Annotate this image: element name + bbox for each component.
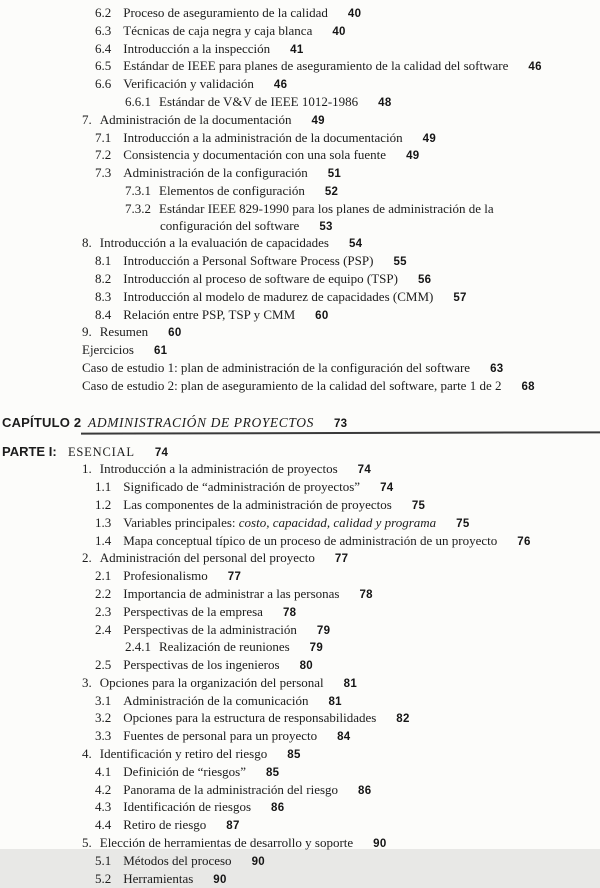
toc-entry-title: Técnicas de caja negra y caja blanca	[123, 22, 313, 38]
toc-entry-number: 6.4	[95, 40, 112, 56]
toc-entry-number: 7.1	[95, 129, 112, 145]
toc-entry-page: 40	[347, 8, 362, 20]
toc-entry	[0, 218, 600, 236]
toc-entry-page: 84	[337, 731, 351, 744]
toc-entry	[0, 112, 600, 130]
toc-entry	[0, 782, 600, 800]
toc-entry	[0, 622, 600, 640]
toc-entry-page: 41	[290, 43, 304, 56]
toc-entry-number: 6.6	[95, 76, 112, 92]
toc-entry	[0, 289, 600, 307]
toc-entry-page: 87	[226, 820, 240, 833]
toc-entry	[0, 342, 600, 360]
toc-entry-number: 5.1	[95, 852, 112, 868]
toc-entry	[0, 639, 600, 657]
toc-entry	[0, 533, 600, 551]
toc-entry	[0, 817, 600, 835]
toc-entry-page: 75	[411, 499, 426, 512]
toc-entry	[0, 835, 600, 853]
toc-entry-page: 90	[213, 873, 227, 886]
toc-entry-number: 7.	[82, 111, 92, 127]
toc-entry-number: 3.3	[95, 728, 112, 744]
toc-entry-page: 77	[334, 553, 349, 566]
part-label: PARTE I:	[2, 443, 57, 459]
toc-entry-page: 61	[153, 345, 168, 358]
toc-entry-title: Identificación y retiro del riesgo	[99, 746, 268, 762]
toc-entry	[0, 764, 600, 782]
toc-entry	[0, 871, 600, 888]
chapter-underline-rule	[81, 431, 600, 434]
toc-entry-number: 1.	[82, 461, 92, 477]
toc-entry-number: 2.1	[95, 568, 112, 584]
toc-entry-number: 9.	[82, 324, 92, 340]
toc-entry	[0, 23, 600, 41]
toc-entry-title: Fuentes de personal para un proyecto	[123, 728, 318, 744]
toc-entry-title: configuración del software	[160, 217, 300, 233]
toc-entry-page: 53	[319, 220, 333, 233]
toc-entry-number: 6.6.1	[125, 93, 151, 109]
toc-entry-title: Mapa conceptual típico de un proceso de administración de un proyecto	[123, 532, 498, 548]
toc-entry	[0, 147, 600, 165]
toc-entry-page: 81	[328, 695, 342, 708]
toc-entry-title: Introducción a la inspección	[123, 40, 271, 56]
toc-entry-page: 51	[327, 168, 342, 181]
toc-entry-number: 2.4	[95, 621, 112, 637]
toc-entry	[0, 746, 600, 764]
toc-entry-number: 3.2	[95, 710, 112, 726]
toc-entry	[0, 586, 600, 604]
toc-entry-title: Administración del personal del proyecto	[99, 550, 315, 566]
toc-entry-page: 85	[287, 749, 301, 762]
toc-entry-number: 4.	[82, 746, 92, 762]
toc-entry-number: 2.	[82, 550, 92, 566]
toc-entry-title: Elementos de configuración	[159, 182, 305, 198]
toc-entry-page: 80	[299, 660, 313, 673]
toc-entry-number: 3.	[82, 674, 92, 690]
toc-entry-number: 3.1	[95, 692, 112, 708]
toc-entry-title: Introducción a la administración de la documentación	[123, 129, 403, 145]
toc-entry-number: 7.3	[95, 165, 112, 181]
toc-entry	[0, 378, 600, 396]
toc-entry-number: 5.	[82, 835, 92, 851]
toc-entry-number: 2.5	[95, 657, 112, 673]
toc-entry-page: 55	[393, 256, 407, 269]
toc-entry-title: Perspectivas de la empresa	[123, 603, 263, 619]
toc-entry-title: Profesionalismo	[123, 568, 208, 584]
part-heading	[0, 444, 600, 462]
toc-entry-page: 49	[311, 114, 325, 127]
toc-entry-title: Verificación y validación	[123, 76, 254, 92]
toc-entry-number: 7.3.2	[125, 200, 151, 216]
toc-entry-number: 7.2	[95, 147, 112, 163]
toc-entry-title: Perspectivas de la administración	[123, 621, 297, 637]
toc-entry	[0, 515, 600, 533]
toc-entry	[0, 41, 600, 59]
toc-entry	[0, 271, 600, 289]
toc-entry-number: 6.2	[95, 5, 112, 20]
toc-chapter2-section	[0, 461, 600, 888]
toc-entry-title: Significado de “administración de proyectos”	[123, 479, 361, 495]
toc-entry-number: 4.2	[95, 781, 112, 797]
toc-entry-title: Perspectivas de los ingenieros	[123, 657, 280, 673]
toc-entry-title: Variables principales:	[123, 514, 239, 530]
toc-entry-number: 2.4.1	[125, 639, 151, 655]
toc-entry	[0, 657, 600, 675]
toc-entry-number: 2.2	[95, 585, 112, 601]
toc-entry-number: 1.1	[95, 479, 112, 495]
toc-entry-page: 74	[357, 464, 372, 477]
toc-entry	[0, 675, 600, 693]
toc-entry-page: 54	[348, 238, 363, 251]
toc-entry-number: 4.1	[95, 763, 112, 779]
toc-entry-title: Introducción al proceso de software de equipo (TSP)	[123, 270, 398, 286]
toc-entry-page: 46	[528, 61, 542, 74]
toc-entry	[0, 461, 600, 479]
toc-entry-number: 1.4	[95, 532, 112, 548]
toc-entry-title: Relación entre PSP, TSP y CMM	[123, 306, 296, 322]
toc-entry-page: 40	[332, 25, 346, 38]
toc-entry-title: Realización de reuniones	[159, 639, 290, 655]
toc-entry-page: 77	[227, 571, 242, 584]
part-title: ESENCIAL	[68, 444, 135, 459]
toc-entry-title: Opciones para la estructura de responsabilidades	[123, 710, 377, 726]
toc-entry-page: 46	[273, 79, 288, 92]
toc-entry	[0, 201, 600, 218]
toc-entry-number: 8.4	[95, 306, 112, 322]
toc-chapter1-section	[0, 5, 600, 396]
toc-entry-title: Proceso de aseguramiento de la calidad	[123, 5, 328, 20]
toc-entry-title: Administración de la documentación	[99, 111, 292, 127]
toc-entry-title: Elección de herramientas de desarrollo y soporte	[99, 835, 354, 851]
toc-entry	[0, 94, 600, 112]
toc-entry-page: 86	[271, 802, 285, 815]
toc-entry-page: 79	[309, 642, 324, 655]
toc-entry-title: Consistencia y documentación con una sola fuente	[123, 147, 387, 163]
toc-entry-title: Métodos del proceso	[123, 852, 232, 868]
toc-entry	[0, 550, 600, 568]
toc-entry-title: Ejercicios	[82, 342, 134, 358]
part-page-number: 74	[154, 446, 169, 459]
toc-entry-page: 68	[521, 380, 535, 393]
toc-entry	[0, 130, 600, 148]
toc-entry	[0, 324, 600, 342]
toc-entry-title: Caso de estudio 2: plan de aseguramiento de la calidad del software, parte 1 de 2	[82, 377, 502, 393]
toc-entry-number: 1.2	[95, 496, 112, 512]
chapter-title: ADMINISTRACIÓN DE PROYECTOS	[88, 414, 314, 430]
toc-entry-page: 57	[453, 291, 467, 304]
toc-entry-number: 7.3.1	[125, 182, 151, 198]
toc-entry-title: Importancia de administrar a las personas	[123, 585, 340, 601]
toc-entry-number: 4.3	[95, 799, 112, 815]
toc-entry-number: 8.1	[95, 253, 112, 269]
toc-entry	[0, 693, 600, 711]
toc-entry-page: 90	[251, 855, 265, 868]
toc-entry-title: Caso de estudio 1: plan de administración de la configuración del software	[82, 359, 471, 375]
toc-entry-page: 86	[358, 784, 372, 797]
toc-entry-page: 48	[378, 96, 392, 109]
toc-entry-page: 75	[456, 517, 470, 530]
toc-entry	[0, 5, 600, 23]
toc-entry-page: 78	[359, 588, 373, 601]
toc-entry-title: Herramientas	[123, 870, 194, 886]
toc-entry-page: 82	[396, 713, 410, 726]
toc-entry	[0, 76, 600, 94]
toc-entry-title: Retiro de riesgo	[123, 817, 207, 833]
toc-entry-title: Resumen	[99, 324, 149, 340]
toc-entry-title: Administración de la comunicación	[123, 692, 309, 708]
toc-entry	[0, 58, 600, 76]
toc-entry-title: Introducción a la evaluación de capacidades	[99, 235, 329, 251]
toc-entry	[0, 568, 600, 586]
toc-entry-title: Panorama de la administración del riesgo	[123, 781, 339, 797]
toc-entry-title: Opciones para la organización del personal	[99, 674, 324, 690]
toc-entry	[0, 235, 600, 253]
toc-entry-title: Administración de la configuración	[123, 165, 308, 181]
toc-entry-page: 76	[517, 535, 531, 548]
chapter-label: CAPÍTULO 2	[2, 414, 82, 430]
toc-entry	[0, 604, 600, 622]
toc-entry-number: 1.3	[95, 514, 112, 530]
toc-entry-page: 78	[282, 606, 297, 619]
toc-entry	[0, 165, 600, 183]
toc-entry	[0, 710, 600, 728]
toc-entry-page: 79	[316, 624, 331, 637]
chapter-heading	[0, 414, 600, 432]
toc-entry	[0, 853, 600, 871]
chapter-page-number: 73	[333, 417, 348, 430]
toc-entry-page: 63	[490, 362, 504, 375]
toc-entry-number: 6.3	[95, 22, 112, 38]
toc-entry	[0, 799, 600, 817]
toc-entry	[0, 728, 600, 746]
toc-entry-page: 85	[265, 766, 280, 779]
toc-entry-number: 4.4	[95, 817, 112, 833]
toc-entry-page: 49	[406, 150, 420, 163]
toc-entry-title: Estándar de V&V de IEEE 1012-1986	[159, 93, 359, 109]
toc-entry-number: 5.2	[95, 870, 112, 886]
toc-entry-title: Identificación de riesgos	[123, 799, 252, 815]
toc-entry-page: 81	[343, 677, 358, 690]
toc-entry-title: Introducción a la administración de proyectos	[99, 461, 338, 477]
toc-entry-title: Estándar IEEE 829-1990 para los planes de administración de la	[159, 200, 494, 216]
toc-entry-number: 6.5	[95, 58, 112, 74]
toc-entry-title: Introducción al modelo de madurez de capacidades (CMM)	[123, 288, 434, 304]
toc-entry-number: 8.	[82, 235, 92, 251]
toc-entry-page: 60	[168, 327, 182, 340]
toc-entry-page: 52	[324, 185, 339, 198]
toc-entry-title: Introducción a Personal Software Process (PSP)	[123, 253, 374, 269]
toc-entry-title: Estándar de IEEE para planes de aseguramiento de la calidad del software	[123, 58, 509, 74]
toc-entry-number: 8.2	[95, 270, 112, 286]
toc-entry	[0, 307, 600, 325]
toc-entry-page: 74	[380, 482, 394, 495]
toc-entry	[0, 360, 600, 378]
toc-entry-number: 2.3	[95, 603, 112, 619]
toc-entry-title-italic: costo, capacidad, calidad y programa	[238, 514, 437, 530]
toc-entry	[0, 497, 600, 515]
toc-entry-page: 49	[422, 132, 437, 145]
toc-entry	[0, 183, 600, 201]
toc-entry-page: 90	[373, 838, 387, 851]
toc-entry-number: 8.3	[95, 288, 112, 304]
toc-entry-page: 56	[417, 273, 432, 286]
toc-entry-title: Definición de “riesgos”	[123, 763, 246, 779]
toc-entry	[0, 253, 600, 271]
toc-entry-page: 60	[315, 309, 329, 322]
toc-entry	[0, 479, 600, 497]
toc-entry-title: Las componentes de la administración de proyectos	[123, 496, 392, 512]
